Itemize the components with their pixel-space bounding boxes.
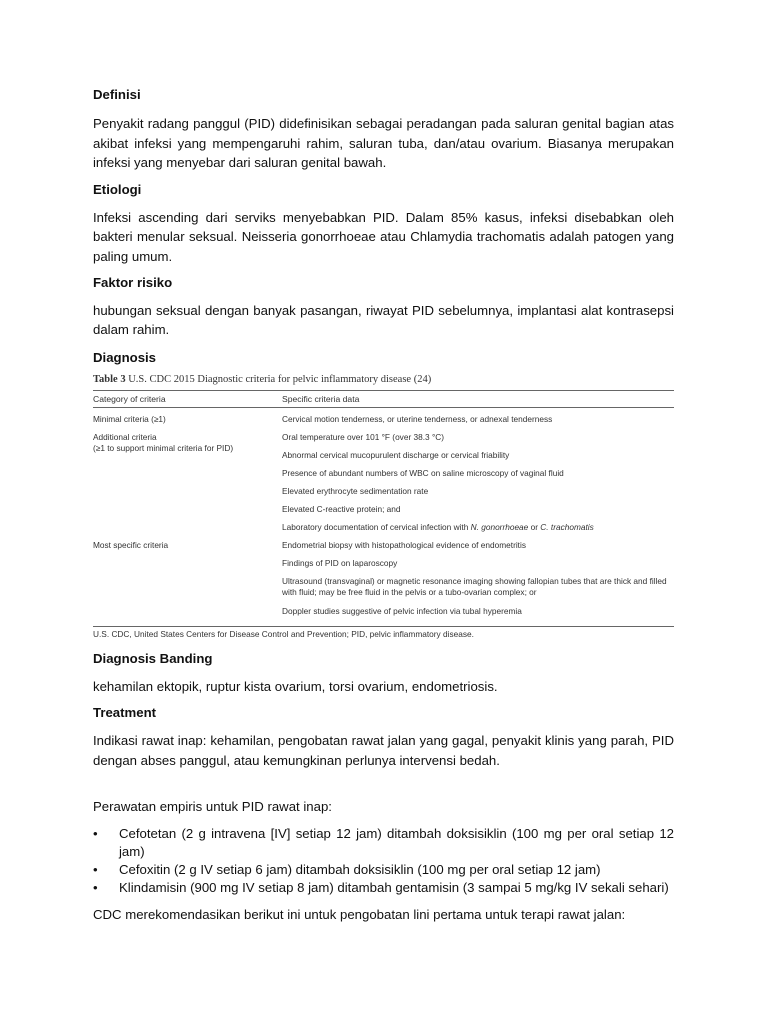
diagnostic-criteria-table: [93, 373, 674, 641]
table-header: [93, 391, 674, 407]
table-cell-category: [93, 504, 282, 522]
bullet-icon: •: [93, 826, 98, 842]
table-cell-category: [93, 486, 282, 504]
heading-etiologi: Etiologi: [93, 181, 142, 197]
paragraph-cdc: CDC merekomendasikan berikut ini untuk pengobatan lini pertama untuk terapi rawat jalan:: [93, 906, 626, 922]
heading-diagnosis-banding: Diagnosis Banding: [93, 650, 213, 666]
paragraph-treatment: Indikasi rawat inap: kehamilan, pengobatan rawat jalan yang gagal, penyakit klinis yang parah, PID dengan abses panggul, atau kemungkinan perlunya intervensi bedah.: [93, 733, 674, 768]
table-row: [93, 414, 674, 432]
table-cell-criteria: Laboratory documentation of cervical infection with N. gonorrhoeae or C. trachomatis: [282, 521, 594, 532]
table-body: [93, 408, 674, 626]
table-cell-criteria: Findings of PID on laparoscopy: [282, 557, 398, 568]
table-caption-label: Table 3: [93, 373, 126, 385]
table-row: [93, 504, 674, 522]
table-cell-category: [93, 558, 282, 576]
paragraph-faktor-risiko: hubungan seksual dengan banyak pasangan, riwayat PID sebelumnya, implantasi alat kontrasepsi dalam rahim.: [93, 302, 674, 338]
table-cell-category: [93, 576, 282, 606]
table-cell-category: [93, 522, 282, 540]
table-header-criteria: Specific criteria data: [282, 393, 360, 404]
table-row: [93, 468, 674, 486]
paragraph-definisi: Penyakit radang panggul (PID) didefinisikan sebagai peradangan pada saluran genital bagian atas akibat infeksi yang mempengaruhi rahim, saluran tuba, dan/atau ovarium. Biasanya merupakan infeksi yang menyebar dari saluran genital bawah.: [93, 116, 674, 171]
treatment-list-item-text: Klindamisin (900 mg IV setiap 8 jam) ditambah gentamisin (3 sampai 5 mg/kg IV sekali sehari): [119, 880, 669, 896]
table-row: [93, 576, 674, 606]
table-cell-criteria: Endometrial biopsy with histopathological evidence of endometritis: [282, 539, 526, 550]
treatment-list: [93, 825, 674, 897]
table-caption: [93, 373, 674, 387]
treatment-list-item: [93, 825, 674, 860]
table-cell-criteria: Elevated erythrocyte sedimentation rate: [282, 485, 429, 496]
table-cell-criteria: Elevated C-reactive protein; and: [282, 503, 401, 514]
table-row: [93, 522, 674, 540]
table-cell-criteria: Abnormal cervical mucopurulent discharge or cervical friability: [282, 449, 510, 460]
treatment-list-item: [93, 861, 674, 878]
table-row: [93, 431, 674, 453]
table-row: [93, 486, 674, 504]
table-cell-category: [93, 540, 282, 558]
paragraph-etiologi: Infeksi ascending dari serviks menyebabkan PID. Dalam 85% kasus, infeksi disebabkan oleh bakteri menular seksual. Neisseria gonorrhoeae atau Chlamydia trachomatis adalah patogen yang paling umum.: [93, 209, 674, 264]
heading-diagnosis: Diagnosis: [93, 349, 157, 365]
table-row: [93, 450, 674, 468]
table-cell-category: [93, 606, 282, 624]
heading-treatment: Treatment: [93, 705, 157, 721]
table-footnote: U.S. CDC, United States Centers for Disease Control and Prevention; PID, pelvic inflammatory disease.: [93, 628, 474, 639]
bullet-icon: •: [93, 861, 98, 877]
treatment-list-item: [93, 879, 674, 896]
bullet-icon: •: [93, 880, 98, 896]
table-cell-criteria: Doppler studies suggestive of pelvic infection via tubal hyperemia: [282, 605, 522, 616]
table-caption-text: U.S. CDC 2015 Diagnostic criteria for pelvic inflammatory disease (24): [128, 373, 432, 385]
category-line: Most specific criteria: [93, 539, 169, 550]
heading-definisi: Definisi: [93, 87, 141, 102]
table-row: [93, 606, 674, 624]
heading-faktor-risiko: Faktor risiko: [93, 274, 173, 290]
table-cell-category: [93, 450, 282, 468]
table-row: [93, 540, 674, 558]
table-cell-criteria: Cervical motion tenderness, or uterine tenderness, or adnexal tenderness: [282, 413, 553, 424]
category-line: Minimal criteria (≥1): [93, 413, 166, 424]
document-body: [93, 86, 674, 924]
table-cell-category: [93, 431, 282, 453]
category-line: Additional criteria: [93, 431, 157, 442]
table-row: [93, 558, 674, 576]
table-cell-criteria: Oral temperature over 101 °F (over 38.3 °C): [282, 431, 445, 442]
treatment-list-item-text: Cefoxitin (2 g IV setiap 6 jam) ditambah doksisiklin (100 mg per oral setiap 12 jam): [119, 861, 601, 877]
table-cell-category: [93, 468, 282, 486]
treatment-list-item-text: Cefotetan (2 g intravena [IV] setiap 12 jam) ditambah doksisiklin (100 mg per oral setiap 12 jam): [119, 826, 674, 859]
table-header-category: Category of criteria: [93, 393, 166, 404]
paragraph-diagnosis-banding: kehamilan ektopik, ruptur kista ovarium, torsi ovarium, endometriosis.: [93, 678, 498, 694]
table-cell-category: [93, 414, 282, 432]
table-cell-criteria: Ultrasound (transvaginal) or magnetic resonance imaging showing fallopian tubes that are thick and filled with fluid; may be free fluid in the pelvis or a tubo-ovarian complex; or: [282, 575, 667, 597]
category-line: (≥1 to support minimal criteria for PID): [93, 442, 234, 453]
paragraph-perawatan-empiris: Perawatan empiris untuk PID rawat inap:: [93, 798, 332, 814]
table-cell-criteria: Presence of abundant numbers of WBC on saline microscopy of vaginal fluid: [282, 467, 564, 478]
